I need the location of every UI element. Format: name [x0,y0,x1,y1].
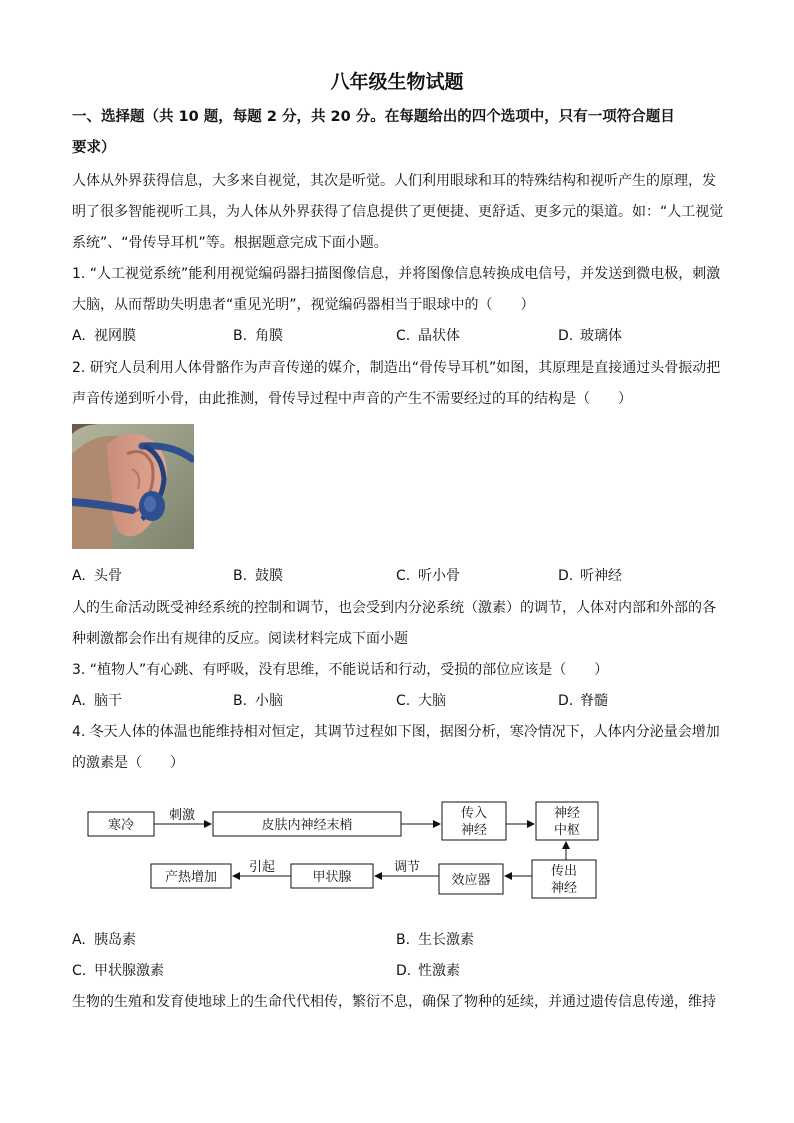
intro-paragraph: 种刺激都会作出有规律的反应。阅读材料完成下面小题 [72,631,408,647]
bone-conduction-headphone-photo [72,424,194,549]
label-afferent-1: 传入 [460,806,488,821]
label-heat-increase: 产热增加 [164,870,218,885]
label-regulate: 调节 [393,860,421,875]
q2-option-d[interactable]: D. 听神经 [558,568,622,584]
label-center-2: 中枢 [553,823,581,838]
intro-paragraph: 系统”、“骨传导耳机”等。根据题意完成下面小题。 [72,235,388,251]
intro-paragraph: 人的生命活动既受神经系统的控制和调节，也会受到内分泌系统（激素）的调节，人体对内部和外部的各 [72,600,716,616]
q2-option-c[interactable]: C. 听小骨 [396,568,460,584]
q2-option-b[interactable]: B. 鼓膜 [233,568,283,584]
q3-option-a[interactable]: A. 脑干 [72,693,122,709]
label-effector: 效应器 [451,873,491,888]
q1-option-d[interactable]: D. 玻璃体 [558,328,622,344]
q4-option-d[interactable]: D. 性激素 [396,963,460,979]
section-heading-cont: 要求） [72,140,116,156]
intro-paragraph: 明了很多智能视听工具，为人体从外界获得了信息提供了更便捷、更舒适、更多元的渠道。如：“人工视觉 [72,204,724,220]
label-efferent-2: 神经 [550,881,578,896]
q4-option-c[interactable]: C. 甲状腺激素 [72,963,164,979]
question-4-text: 4. 冬天人体的体温也能维持相对恒定，其调节过程如下图，据图分析，寒冷情况下，人体内分泌量会增加 [72,724,720,740]
label-efferent-1: 传出 [550,864,578,879]
question-2-text: 2. 研究人员利用人体骨骼作为声音传递的媒介，制造出“骨传导耳机”如图，其原理是直接通过头骨振动把 [72,360,721,376]
label-stimulate: 刺激 [168,808,196,823]
q3-option-d[interactable]: D. 脊髓 [558,693,608,709]
question-1-text: 1. “人工视觉系统”能利用视觉编码器扫描图像信息，并将图像信息转换成电信号，并发送到微电极，刺激 [72,266,721,282]
question-4-text: 的激素是（ ） [72,755,184,771]
label-center-1: 神经 [553,806,581,821]
label-cold: 寒冷 [107,818,135,833]
thermoregulation-flow-diagram [72,790,632,910]
question-1-text: 大脑，从而帮助失明患者“重见光明”，视觉编码器相当于眼球中的（ ） [72,297,535,313]
label-afferent-2: 神经 [460,823,488,838]
label-thyroid: 甲状腺 [312,870,352,885]
q1-option-c[interactable]: C. 晶状体 [396,328,460,344]
label-cause: 引起 [248,860,276,875]
section-heading: 一、选择题（共 10 题，每题 2 分，共 20 分。在每题给出的四个选项中，只有一项符合题目 [72,109,675,125]
question-3-text: 3. “植物人”有心跳、有呼吸，没有思维，不能说话和行动，受损的部位应该是（ ） [72,662,609,678]
q1-option-b[interactable]: B. 角膜 [233,328,283,344]
question-2-text: 声音传递到听小骨，由此推测，骨传导过程中声音的产生不需要经过的耳的结构是（ ） [72,391,632,407]
page-title: 八年级生物试题 [330,71,464,93]
label-skin-nerve: 皮肤内神经末梢 [261,818,353,833]
intro-paragraph: 生物的生殖和发育使地球上的生命代代相传，繁衍不息，确保了物种的延续，并通过遗传信息传递，维持 [72,994,716,1010]
q1-option-a[interactable]: A. 视网膜 [72,328,136,344]
q2-option-a[interactable]: A. 头骨 [72,568,122,584]
q3-option-c[interactable]: C. 大脑 [396,693,446,709]
q3-option-b[interactable]: B. 小脑 [233,693,283,709]
q4-option-b[interactable]: B. 生长激素 [396,932,474,948]
intro-paragraph: 人体从外界获得信息，大多来自视觉，其次是听觉。人们利用眼球和耳的特殊结构和视听产生的原理，发 [72,173,716,189]
q4-option-a[interactable]: A. 胰岛素 [72,932,136,948]
